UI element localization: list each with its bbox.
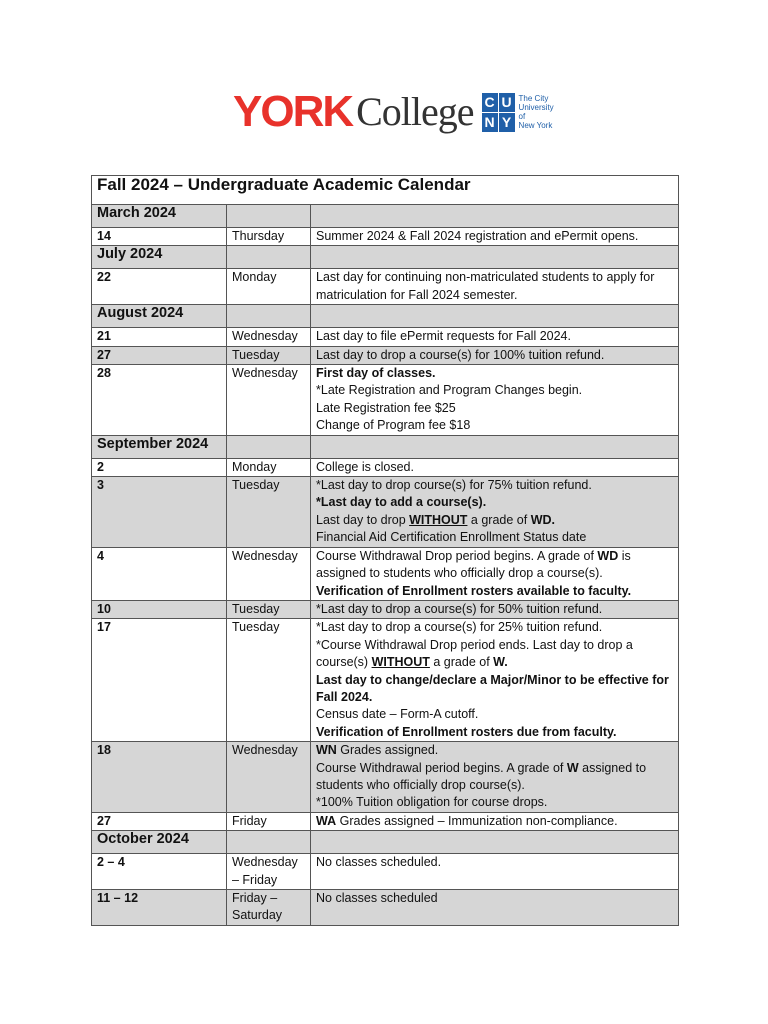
weekday-cell: Friday: [227, 812, 311, 830]
table-row: [92, 328, 679, 346]
table-row: [92, 346, 679, 364]
weekday-cell: Monday: [227, 458, 311, 476]
date-cell: 3: [92, 477, 227, 548]
york-college-logo: [233, 88, 554, 136]
cuny-name-line: New York: [518, 121, 553, 130]
table-row: [92, 228, 679, 246]
cuny-logo-icon: [482, 93, 515, 132]
cuny-letter: U: [499, 93, 515, 112]
calendar-title: Fall 2024 – Undergraduate Academic Calendar: [92, 176, 679, 205]
cuny-letter: N: [482, 113, 498, 132]
cuny-name: [519, 94, 554, 130]
table-row: [92, 890, 679, 926]
table-row: [92, 458, 679, 476]
event-cell: No classes scheduled: [311, 890, 679, 926]
event-cell: *Last day to drop course(s) for 75% tuition refund. *Last day to add a course(s). Last day to drop WITHOUT a grade of WD. Financial Aid Certification Enrollment Status date: [311, 477, 679, 548]
logo-york-wordmark: YORK: [233, 87, 353, 136]
weekday-cell: Thursday: [227, 228, 311, 246]
date-cell: 2 – 4: [92, 854, 227, 890]
date-cell: 27: [92, 812, 227, 830]
date-cell: 2: [92, 458, 227, 476]
date-cell: 21: [92, 328, 227, 346]
weekday-cell: Wednesday: [227, 742, 311, 813]
table-row: [92, 547, 679, 600]
table-row: [92, 742, 679, 813]
date-cell: 28: [92, 365, 227, 436]
cuny-name-line: University: [518, 103, 554, 112]
event-cell: Last day to file ePermit requests for Fall 2024.: [311, 328, 679, 346]
event-cell: Last day for continuing non-matriculated students to apply for matriculation for Fall 2024 semester.: [311, 269, 679, 305]
month-label: October 2024: [92, 831, 227, 854]
table-row: [92, 854, 679, 890]
date-cell: 18: [92, 742, 227, 813]
logo-college-wordmark: College: [356, 89, 474, 134]
cuny-letter: C: [482, 93, 498, 112]
date-cell: 10: [92, 600, 227, 618]
month-row: [92, 305, 679, 328]
weekday-cell: Wednesday: [227, 328, 311, 346]
table-row: [92, 619, 679, 742]
date-cell: 27: [92, 346, 227, 364]
event-cell: *Last day to drop a course(s) for 50% tuition refund.: [311, 600, 679, 618]
cuny-letter: Y: [499, 113, 515, 132]
table-row: [92, 477, 679, 548]
event-cell: College is closed.: [311, 458, 679, 476]
table-row: [92, 269, 679, 305]
weekday-cell: Tuesday: [227, 619, 311, 742]
weekday-cell: Wednesday: [227, 547, 311, 600]
date-cell: 4: [92, 547, 227, 600]
event-cell: No classes scheduled.: [311, 854, 679, 890]
weekday-cell: Wednesday: [227, 365, 311, 436]
cuny-name-line: The City: [518, 94, 549, 103]
academic-calendar-table: [91, 175, 679, 926]
event-cell: Last day to drop a course(s) for 100% tuition refund.: [311, 346, 679, 364]
month-row: [92, 246, 679, 269]
weekday-cell: Tuesday: [227, 346, 311, 364]
table-row: [92, 600, 679, 618]
month-row: [92, 205, 679, 228]
month-label: July 2024: [92, 246, 227, 269]
event-cell: Summer 2024 & Fall 2024 registration and ePermit opens.: [311, 228, 679, 246]
table-row: [92, 812, 679, 830]
weekday-cell: Monday: [227, 269, 311, 305]
event-cell: Course Withdrawal Drop period begins. A grade of WD is assigned to students who officially drop a course(s). Verification of Enrollment rosters available to faculty.: [311, 547, 679, 600]
event-cell: WA Grades assigned – Immunization non-compliance.: [311, 812, 679, 830]
cuny-name-line: of: [518, 112, 526, 121]
weekday-cell: Friday – Saturday: [227, 890, 311, 926]
month-label: August 2024: [92, 305, 227, 328]
month-row: [92, 435, 679, 458]
month-row: [92, 831, 679, 854]
date-cell: 11 – 12: [92, 890, 227, 926]
weekday-cell: Wednesday – Friday: [227, 854, 311, 890]
date-cell: 22: [92, 269, 227, 305]
month-label: March 2024: [92, 205, 227, 228]
month-label: September 2024: [92, 435, 227, 458]
weekday-cell: Tuesday: [227, 600, 311, 618]
date-cell: 14: [92, 228, 227, 246]
date-cell: 17: [92, 619, 227, 742]
table-row: [92, 365, 679, 436]
weekday-cell: Tuesday: [227, 477, 311, 548]
event-cell: WN Grades assigned. Course Withdrawal period begins. A grade of W assigned to students who officially drop course(s). *100% Tuition obligation for course drops.: [311, 742, 679, 813]
event-cell: *Last day to drop a course(s) for 25% tuition refund. *Course Withdrawal Drop period ends. Last day to drop a course(s) WITHOUT a grade of W. Last day to change/declare a Major/Minor to be effective for Fall 2024. Census date – Form-A cutoff. Verification of Enrollment rosters due from faculty.: [311, 619, 679, 742]
event-cell: First day of classes. *Late Registration and Program Changes begin. Late Registration fee $25 Change of Program fee $18: [311, 365, 679, 436]
